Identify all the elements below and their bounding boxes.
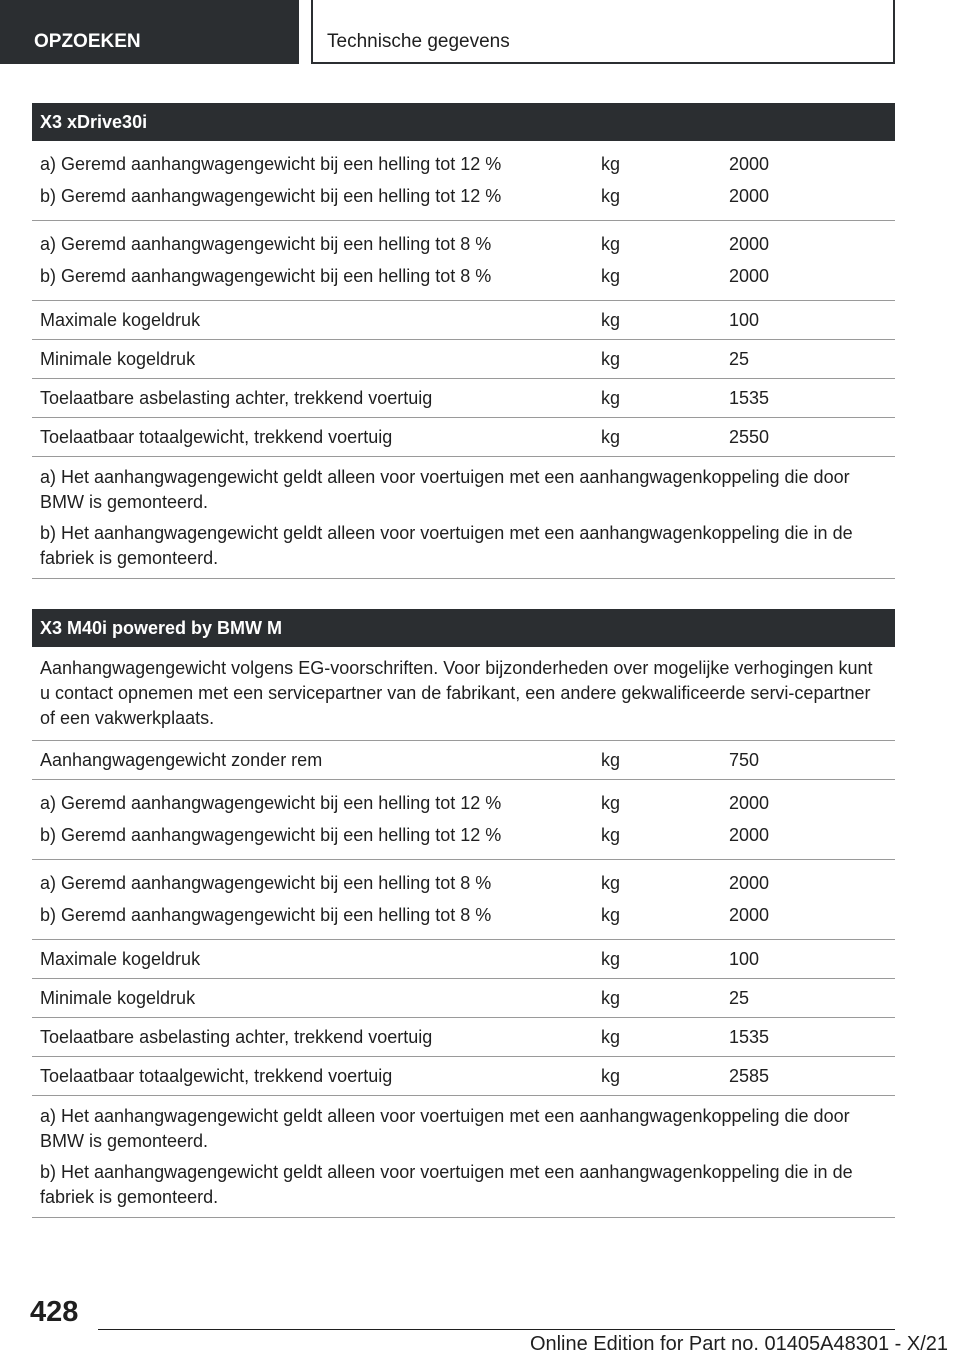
spec-label: b) Geremd aanhangwagengewicht bij een helling tot 12 %	[40, 825, 502, 845]
spec-value: 1535	[729, 1027, 770, 1047]
spec-value: 2585	[729, 1066, 770, 1086]
spec-section	[32, 609, 895, 1218]
footnote: b) Het aanhangwagengewicht geldt alleen voor voertuigen met een aanhangwagenkoppeling die in de fabriek is gemonteerd.	[40, 1162, 853, 1207]
spec-row	[32, 340, 895, 379]
spec-line	[32, 986, 895, 1010]
spec-value: 2000	[729, 873, 770, 893]
spec-row	[32, 418, 895, 457]
spec-unit: kg	[601, 793, 621, 813]
spec-label: a) Geremd aanhangwagengewicht bij een helling tot 8 %	[40, 234, 492, 254]
spec-unit: kg	[601, 154, 621, 174]
spec-label: a) Geremd aanhangwagengewicht bij een helling tot 8 %	[40, 873, 492, 893]
spec-unit: kg	[601, 310, 621, 330]
spec-value: 25	[729, 349, 750, 369]
footer-divider	[98, 1329, 895, 1330]
spec-label: b) Geremd aanhangwagengewicht bij een helling tot 12 %	[40, 186, 502, 206]
spec-section	[32, 103, 895, 579]
spec-value: 2000	[729, 234, 770, 254]
spec-label: Minimale kogeldruk	[40, 988, 196, 1008]
spec-row	[32, 379, 895, 418]
spec-unit: kg	[601, 349, 621, 369]
spec-label: Toelaatbaar totaalgewicht, trekkend voertuig	[40, 427, 393, 447]
spec-unit: kg	[601, 988, 621, 1008]
footnotes	[32, 1096, 895, 1218]
spec-label: Aanhangwagengewicht zonder rem	[40, 750, 323, 770]
content-area	[32, 103, 895, 1248]
spec-line	[32, 347, 895, 371]
spec-line	[32, 228, 895, 260]
spec-label: Maximale kogeldruk	[40, 949, 201, 969]
spec-value: 2000	[729, 905, 770, 925]
spec-value: 2550	[729, 427, 770, 447]
spec-line	[32, 787, 895, 819]
spec-label: Toelaatbaar totaalgewicht, trekkend voertuig	[40, 1066, 393, 1086]
spec-label: Toelaatbare asbelasting achter, trekkend voertuig	[40, 388, 433, 408]
spec-row	[32, 979, 895, 1018]
spec-label: Minimale kogeldruk	[40, 349, 196, 369]
spec-value: 2000	[729, 266, 770, 286]
spec-row	[32, 221, 895, 301]
spec-unit: kg	[601, 266, 621, 286]
spec-row	[32, 860, 895, 940]
spec-value: 2000	[729, 154, 770, 174]
spec-line	[32, 425, 895, 449]
spec-value: 2000	[729, 825, 770, 845]
spec-row	[32, 301, 895, 340]
spec-value: 100	[729, 949, 760, 969]
spec-unit: kg	[601, 905, 621, 925]
footnote: b) Het aanhangwagengewicht geldt alleen voor voertuigen met een aanhangwagenkoppeling die in de fabriek is gemonteerd.	[40, 523, 853, 568]
page-header	[0, 0, 960, 66]
spec-value: 100	[729, 310, 760, 330]
spec-line	[32, 180, 895, 212]
footnotes	[32, 457, 895, 579]
footnote: a) Het aanhangwagengewicht geldt alleen voor voertuigen met een aanhangwagenkoppeling die door BMW is gemonteerd.	[40, 1106, 850, 1151]
spec-unit: kg	[601, 1027, 621, 1047]
spec-line	[32, 947, 895, 971]
chapter-tab[interactable]: Technische gegevens	[311, 0, 895, 64]
spec-unit: kg	[601, 186, 621, 206]
spec-value: 1535	[729, 388, 770, 408]
spec-label: b) Geremd aanhangwagengewicht bij een helling tot 8 %	[40, 266, 492, 286]
spec-unit: kg	[601, 825, 621, 845]
section-intro: Aanhangwagengewicht volgens EG-voorschriften. Voor bijzonderheden over mogelijke verhogingen kunt u contact opnemen met een servicepartner van de fabrikant, een andere gekwalificeerde servi-cepartner of een vakwerkplaats.	[32, 647, 895, 741]
spec-row	[32, 780, 895, 860]
spec-row	[32, 741, 895, 780]
spec-value: 25	[729, 988, 750, 1008]
spec-value: 2000	[729, 186, 770, 206]
spec-row	[32, 940, 895, 979]
section-tab[interactable]: OPZOEKEN	[0, 0, 299, 64]
footer-edition-text: Online Edition for Part no. 01405A48301 - X/21	[529, 1333, 948, 1355]
spec-row	[32, 1057, 895, 1096]
spec-unit: kg	[601, 234, 621, 254]
spec-unit: kg	[601, 873, 621, 893]
spec-label: a) Geremd aanhangwagengewicht bij een helling tot 12 %	[40, 154, 502, 174]
spec-label: Maximale kogeldruk	[40, 310, 201, 330]
spec-line	[32, 1064, 895, 1088]
spec-line	[32, 148, 895, 180]
section-title: X3 M40i powered by BMW M	[32, 609, 895, 647]
spec-line	[32, 308, 895, 332]
spec-line	[32, 260, 895, 292]
spec-line	[32, 819, 895, 851]
spec-value: 750	[729, 750, 760, 770]
spec-label: a) Geremd aanhangwagengewicht bij een helling tot 12 %	[40, 793, 502, 813]
spec-unit: kg	[601, 388, 621, 408]
footnote: a) Het aanhangwagengewicht geldt alleen voor voertuigen met een aanhangwagenkoppeling die door BMW is gemonteerd.	[40, 467, 850, 512]
spec-unit: kg	[601, 949, 621, 969]
spec-label: b) Geremd aanhangwagengewicht bij een helling tot 8 %	[40, 905, 492, 925]
spec-line	[32, 748, 895, 772]
spec-line	[32, 899, 895, 931]
spec-row	[32, 141, 895, 221]
spec-unit: kg	[601, 1066, 621, 1086]
spec-label: Toelaatbare asbelasting achter, trekkend voertuig	[40, 1027, 433, 1047]
spec-line	[32, 1025, 895, 1049]
spec-row	[32, 1018, 895, 1057]
section-title: X3 xDrive30i	[32, 103, 895, 141]
spec-line	[32, 867, 895, 899]
spec-value: 2000	[729, 793, 770, 813]
spec-line	[32, 386, 895, 410]
spec-unit: kg	[601, 427, 621, 447]
page-number: 428	[30, 1296, 79, 1328]
spec-unit: kg	[601, 750, 621, 770]
